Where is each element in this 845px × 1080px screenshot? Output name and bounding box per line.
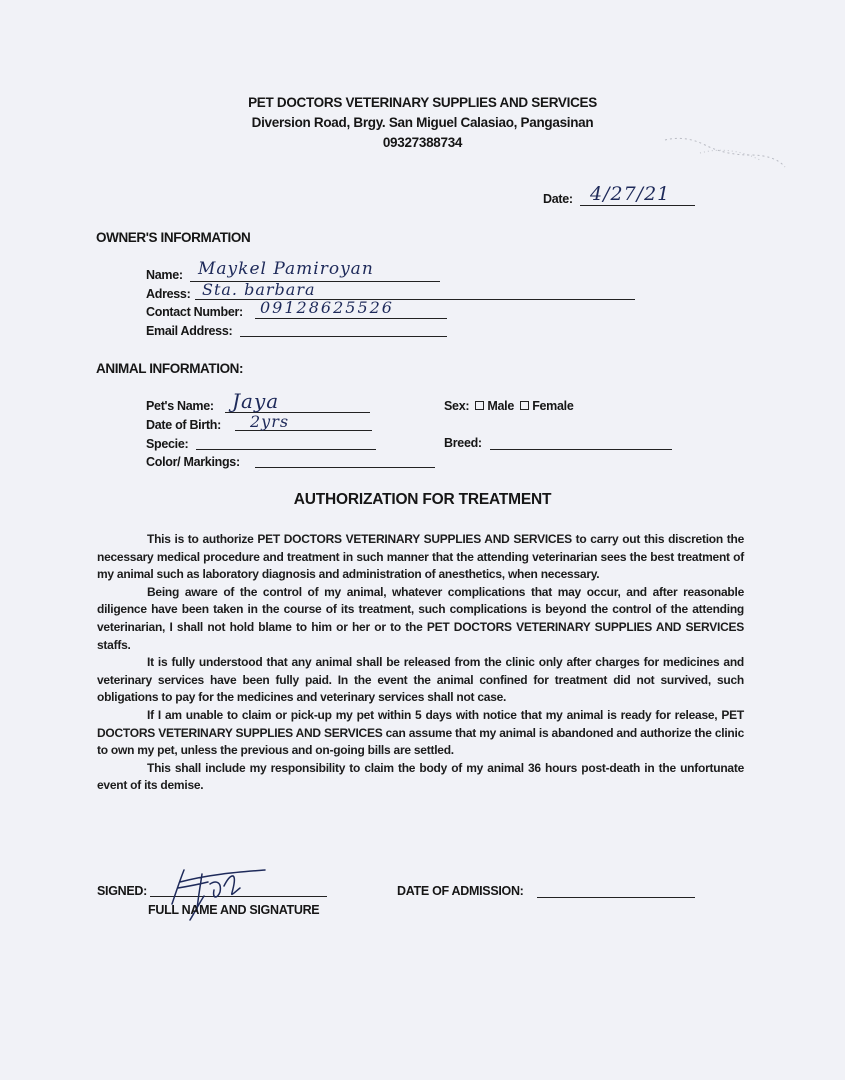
color-markings-label: Color/ Markings: bbox=[146, 455, 240, 469]
authorization-paragraph-3: It is fully understood that any animal shall be released from the clinic only after charges for medicines and veterinary services have been fully paid. In the event the animal confined for treatment did not survived, such obligations to pay for the medicines and veterinary services shall not case. bbox=[97, 655, 744, 705]
company-name: PET DOCTORS VETERINARY SUPPLIES AND SERVICES bbox=[248, 95, 597, 110]
scan-smudge bbox=[660, 125, 790, 185]
owner-address-label: Adress: bbox=[146, 287, 191, 301]
authorization-title: AUTHORIZATION FOR TREATMENT bbox=[293, 491, 552, 508]
breed-label: Breed: bbox=[444, 436, 482, 450]
authorization-paragraph-1: This is to authorize PET DOCTORS VETERINARY SUPPLIES AND SERVICES to carry out this discretion the necessary medical procedure and treatment in such manner that the attending veterinarian sees the best treatment of my animal such as laboratory diagnosis and administration of anesthetics, when necessary. bbox=[97, 532, 744, 582]
specie-label: Specie: bbox=[146, 437, 189, 451]
date-line bbox=[580, 205, 695, 206]
authorization-paragraph-2: Being aware of the control of my animal, whatever complications that may occur, and after reasonable diligence have been taken in the course of its treatment, such complications is beyond the control of the attending veterinarian, I shall not hold blame to him or her or to the PET DOCTORS VETERINARY SUPPLIES AND SERVICES staffs. bbox=[97, 584, 744, 652]
email-line bbox=[240, 336, 447, 337]
signed-label: SIGNED: bbox=[97, 884, 147, 898]
sex-female-label: Female bbox=[532, 399, 574, 413]
email-label: Email Address: bbox=[146, 324, 233, 338]
sex-male-checkbox[interactable] bbox=[475, 401, 484, 410]
date-label: Date: bbox=[543, 192, 573, 206]
company-phone: 09327388734 bbox=[382, 135, 463, 150]
dob-label: Date of Birth: bbox=[146, 418, 221, 432]
owner-section-title: OWNER'S INFORMATION bbox=[96, 230, 251, 245]
sex-female-checkbox[interactable] bbox=[520, 401, 529, 410]
admission-date-line bbox=[537, 897, 695, 898]
color-markings-line bbox=[255, 467, 435, 468]
owner-name-label: Name: bbox=[146, 268, 183, 282]
owner-name-value[interactable]: Maykel Pamiroyan bbox=[198, 259, 374, 279]
pet-name-label: Pet's Name: bbox=[146, 399, 214, 413]
owner-address-value[interactable]: Sta. barbara bbox=[202, 280, 316, 299]
contact-number-line bbox=[255, 318, 447, 319]
animal-section-title: ANIMAL INFORMATION: bbox=[96, 361, 244, 376]
contact-number-label: Contact Number: bbox=[146, 305, 243, 319]
date-value[interactable]: 4/27/21 bbox=[590, 183, 671, 205]
sex-label: Sex: bbox=[444, 399, 470, 413]
company-address: Diversion Road, Brgy. San Miguel Calasiao, Pangasinan bbox=[251, 115, 594, 130]
admission-date-label: DATE OF ADMISSION: bbox=[397, 884, 524, 898]
signature-caption: FULL NAME AND SIGNATURE bbox=[148, 903, 320, 917]
sex-male-label: Male bbox=[487, 399, 514, 413]
authorization-body bbox=[97, 531, 744, 795]
authorization-paragraph-5: This shall include my responsibility to claim the body of my animal 36 hours post-death in the unfortunate event of its demise. bbox=[97, 760, 744, 793]
dob-value[interactable]: 2yrs bbox=[250, 412, 290, 431]
specie-line bbox=[196, 449, 376, 450]
authorization-paragraph-4: If I am unable to claim or pick-up my pet within 5 days with notice that my animal is ready for release, PET DOCTORS VETERINARY SUPPLIES AND SERVICES can assume that my animal is abandoned and authorize the clinic to own my pet, unless the previous and on-going bills are settled. bbox=[97, 707, 744, 758]
sex-field bbox=[444, 399, 573, 413]
contact-number-value[interactable]: 09128625526 bbox=[260, 298, 394, 317]
pet-name-value[interactable]: Jaya bbox=[232, 389, 280, 413]
breed-line bbox=[490, 449, 672, 450]
